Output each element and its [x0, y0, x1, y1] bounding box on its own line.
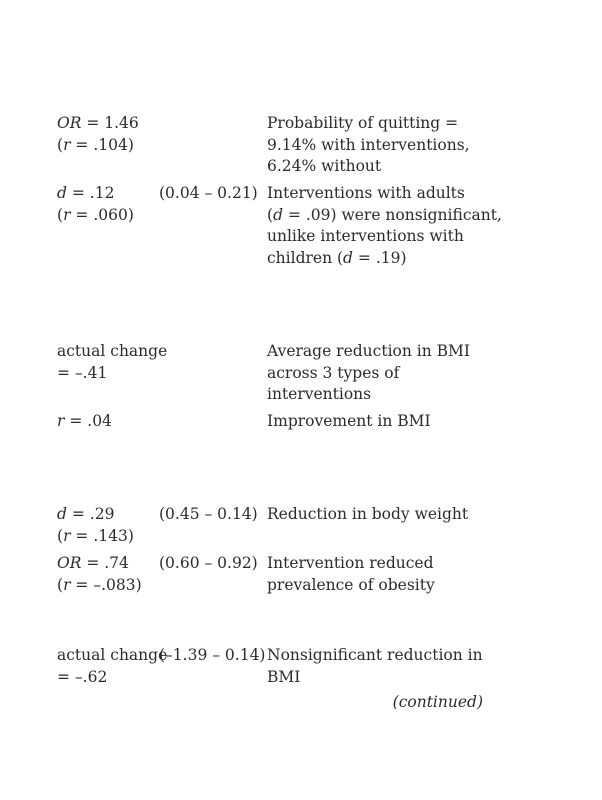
- statistic-symbol: OR: [57, 114, 82, 132]
- text-run: = .143): [70, 526, 134, 545]
- note-line: prevalence of obesity: [267, 575, 435, 594]
- text-run: = –.62: [57, 667, 108, 686]
- note-line: 6.24% without: [267, 157, 382, 175]
- effect-size-line: [57, 504, 134, 526]
- note-line: Intervention reduced: [267, 554, 434, 572]
- effect-size-line: [57, 667, 167, 689]
- text-run: = .19): [352, 248, 407, 267]
- confidence-interval-cell: (0.45 – 0.14): [159, 505, 258, 523]
- text-run: (: [267, 205, 274, 224]
- effect-size-line: [57, 363, 167, 385]
- effect-size-cell: [57, 113, 139, 156]
- text-run: = .104): [70, 135, 134, 154]
- confidence-interval-cell: (–1.39 – 0.14): [159, 646, 266, 664]
- note-line: [267, 183, 502, 205]
- effect-size-cell: [57, 411, 112, 433]
- text-run: actual change: [57, 646, 168, 664]
- text-run: Interventions with adults: [267, 184, 465, 202]
- text-run: = .060): [70, 205, 134, 224]
- text-run: actual change: [57, 342, 168, 360]
- note-line: [267, 226, 502, 248]
- note-cell: [267, 504, 468, 526]
- note-line: 9.14% with interventions,: [267, 135, 470, 154]
- note-cell: [267, 645, 483, 688]
- note-line: interventions: [267, 385, 372, 403]
- effect-size-line: [57, 113, 139, 135]
- effect-size-cell: [57, 341, 167, 384]
- continued-label: (continued): [392, 693, 483, 711]
- text-run: = .29: [66, 505, 115, 523]
- text-run: = –.41: [57, 363, 108, 382]
- confidence-interval-cell: (0.04 – 0.21): [159, 184, 258, 202]
- text-run: = .04: [64, 412, 112, 430]
- statistic-symbol: r: [63, 135, 71, 154]
- text-run: = .09) were nonsignificant,: [283, 205, 502, 224]
- effect-size-line: [57, 526, 134, 548]
- text-run: (: [57, 135, 64, 154]
- effect-size-line: [57, 341, 167, 363]
- statistic-symbol: r: [63, 575, 71, 594]
- text-run: children (: [267, 248, 344, 267]
- effect-size-line: [57, 205, 134, 227]
- text-run: (: [57, 205, 64, 224]
- text-run: (: [57, 575, 64, 594]
- effect-size-line: [57, 553, 142, 575]
- effect-size-cell: [57, 504, 134, 547]
- text-run: (: [57, 526, 64, 545]
- note-cell: [267, 553, 435, 596]
- note-line: across 3 types of: [267, 363, 400, 382]
- statistic-symbol: d: [273, 205, 283, 224]
- text-run: = .74: [81, 554, 129, 572]
- effect-size-cell: [57, 183, 134, 226]
- effect-size-line: [57, 575, 142, 597]
- note-line: BMI: [267, 667, 301, 686]
- effect-size-cell: [57, 553, 142, 596]
- note-line: Probability of quitting =: [267, 114, 459, 132]
- effect-size-line: [57, 411, 112, 433]
- statistic-symbol: r: [63, 526, 71, 545]
- confidence-interval-cell: (0.60 – 0.92): [159, 554, 258, 572]
- note-line: [267, 205, 502, 227]
- statistic-symbol: r: [63, 205, 71, 224]
- effect-size-cell: [57, 645, 167, 688]
- text-run: = –.083): [70, 575, 142, 594]
- note-line: Average reduction in BMI: [267, 342, 471, 360]
- text-run: unlike interventions with: [267, 227, 464, 245]
- text-run: = 1.46: [81, 114, 139, 132]
- text-run: = .12: [66, 184, 115, 202]
- note-cell: [267, 411, 431, 433]
- note-line: Improvement in BMI: [267, 412, 431, 430]
- effect-size-line: [57, 183, 134, 205]
- statistic-symbol: OR: [57, 554, 82, 572]
- note-cell: [267, 341, 470, 406]
- statistic-symbol: d: [57, 184, 67, 202]
- note-cell: [267, 183, 502, 269]
- note-line: [267, 248, 502, 270]
- note-line: Reduction in body weight: [267, 505, 469, 523]
- effect-size-line: [57, 645, 167, 667]
- statistic-symbol: d: [343, 248, 353, 267]
- effect-size-line: [57, 135, 139, 157]
- statistic-symbol: r: [57, 412, 65, 430]
- statistic-symbol: d: [57, 505, 67, 523]
- note-cell: [267, 113, 470, 178]
- note-line: Nonsignificant reduction in: [267, 646, 483, 664]
